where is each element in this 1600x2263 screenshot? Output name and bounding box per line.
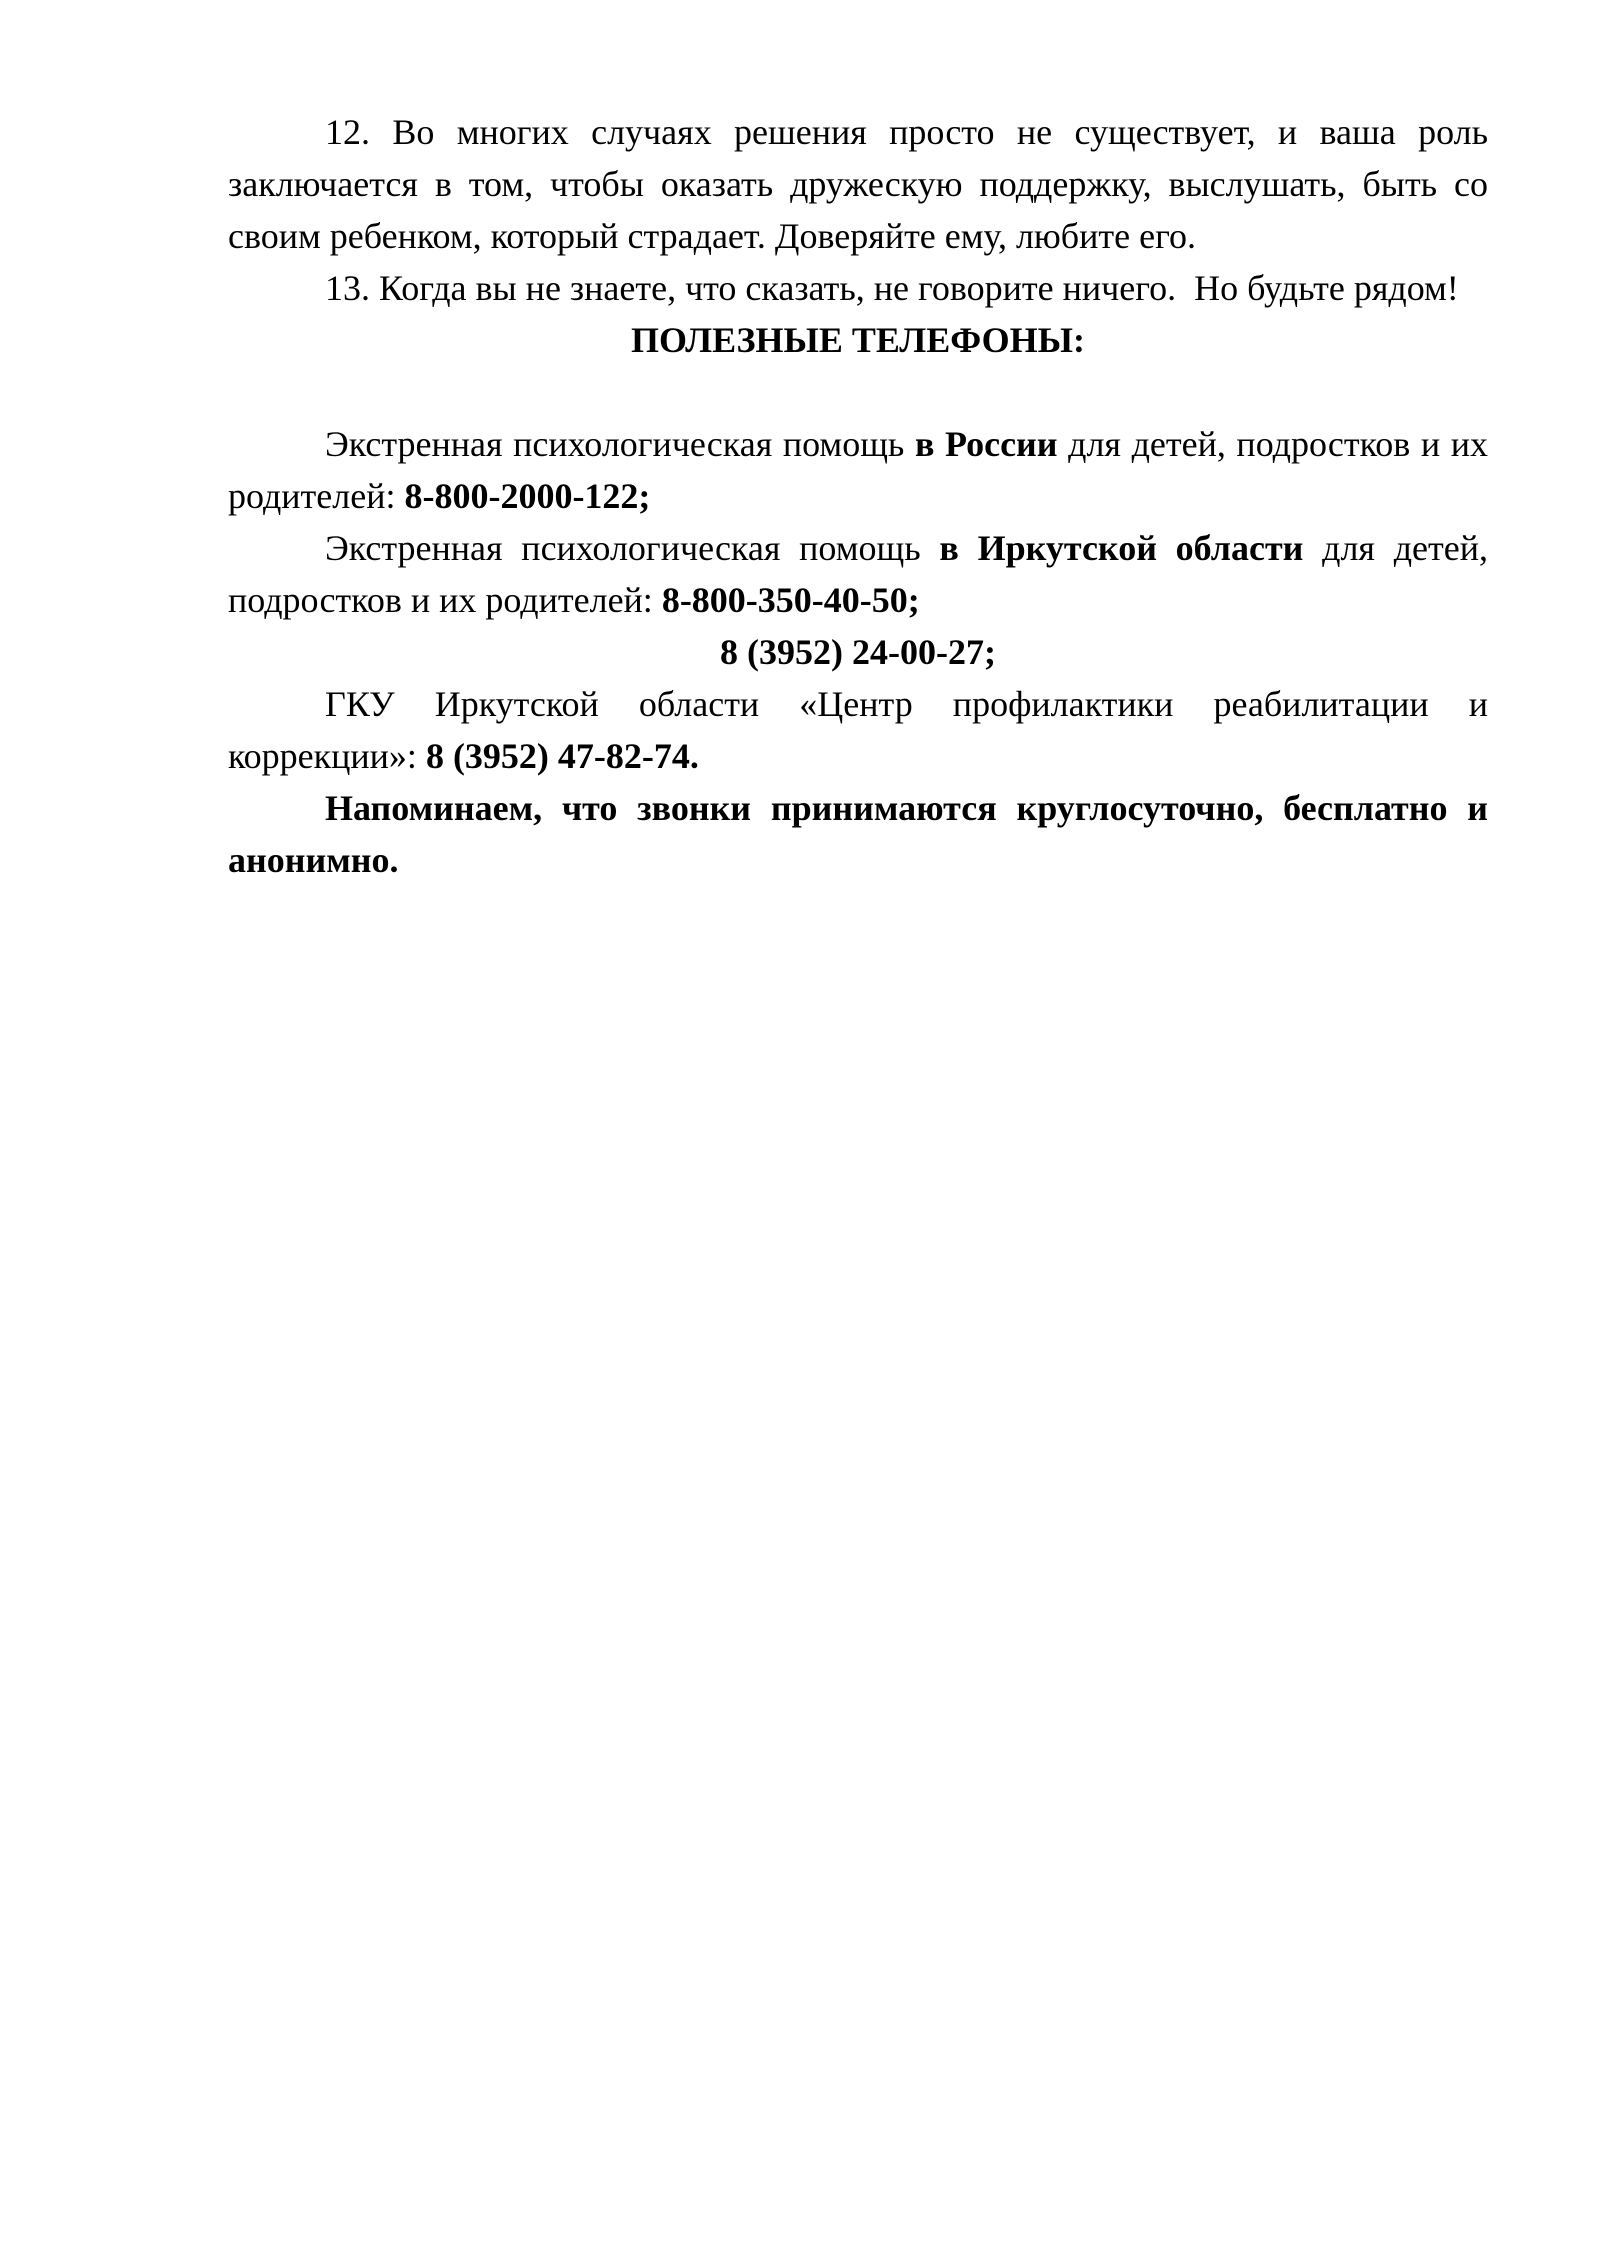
text-segment: 8-800-2000-122; [404,476,651,516]
paragraph-advice-13 [228,262,1488,314]
text-segment: 13. Когда вы не знаете, что сказать, не говорите ничего. Но будьте рядом! [325,268,1459,308]
text-segment: Напоминаем, что звонки принимаются круглосуточно, бесплатно и анонимно. [228,788,1488,880]
text-segment: для детей, подростков и их родителей: [228,424,1488,516]
text-segment: 8 (3952) 47-82-74. [425,736,699,776]
paragraph-reminder [228,782,1488,886]
section-heading-useful-phones: ПОЛЕЗНЫЕ ТЕЛЕФОНЫ: [631,320,1085,360]
paragraph-advice-12 [228,106,1488,262]
paragraph-russia-helpline [228,418,1488,522]
text-segment: для детей, подростков и их родителей: [228,528,1488,620]
blank-line [228,366,1488,418]
text-segment: 8-800-350-40-50; [661,580,920,620]
text-segment: Экстренная психологическая помощь [325,424,915,464]
paragraph-gku-center [228,678,1488,782]
paragraph-irkutsk-city-number: 8 (3952) 24-00-27; [720,632,996,672]
text-segment: ГКУ Иркутской области «Центр профилактики реабилитации и коррекции»: [228,684,1488,776]
text-segment: Экстренная психологическая помощь [325,528,940,568]
text-segment: в Иркутской области [939,528,1304,568]
paragraph-irkutsk-helpline [228,522,1488,626]
text-segment: в России [914,424,1058,464]
text-segment: 12. Во многих случаях решения просто не существует, и ваша роль заключается в том, чтобы оказать дружескую поддержку, выслушать, быть со своим ребенком, который страдает. Доверяйте ему, любите его. [228,112,1488,256]
